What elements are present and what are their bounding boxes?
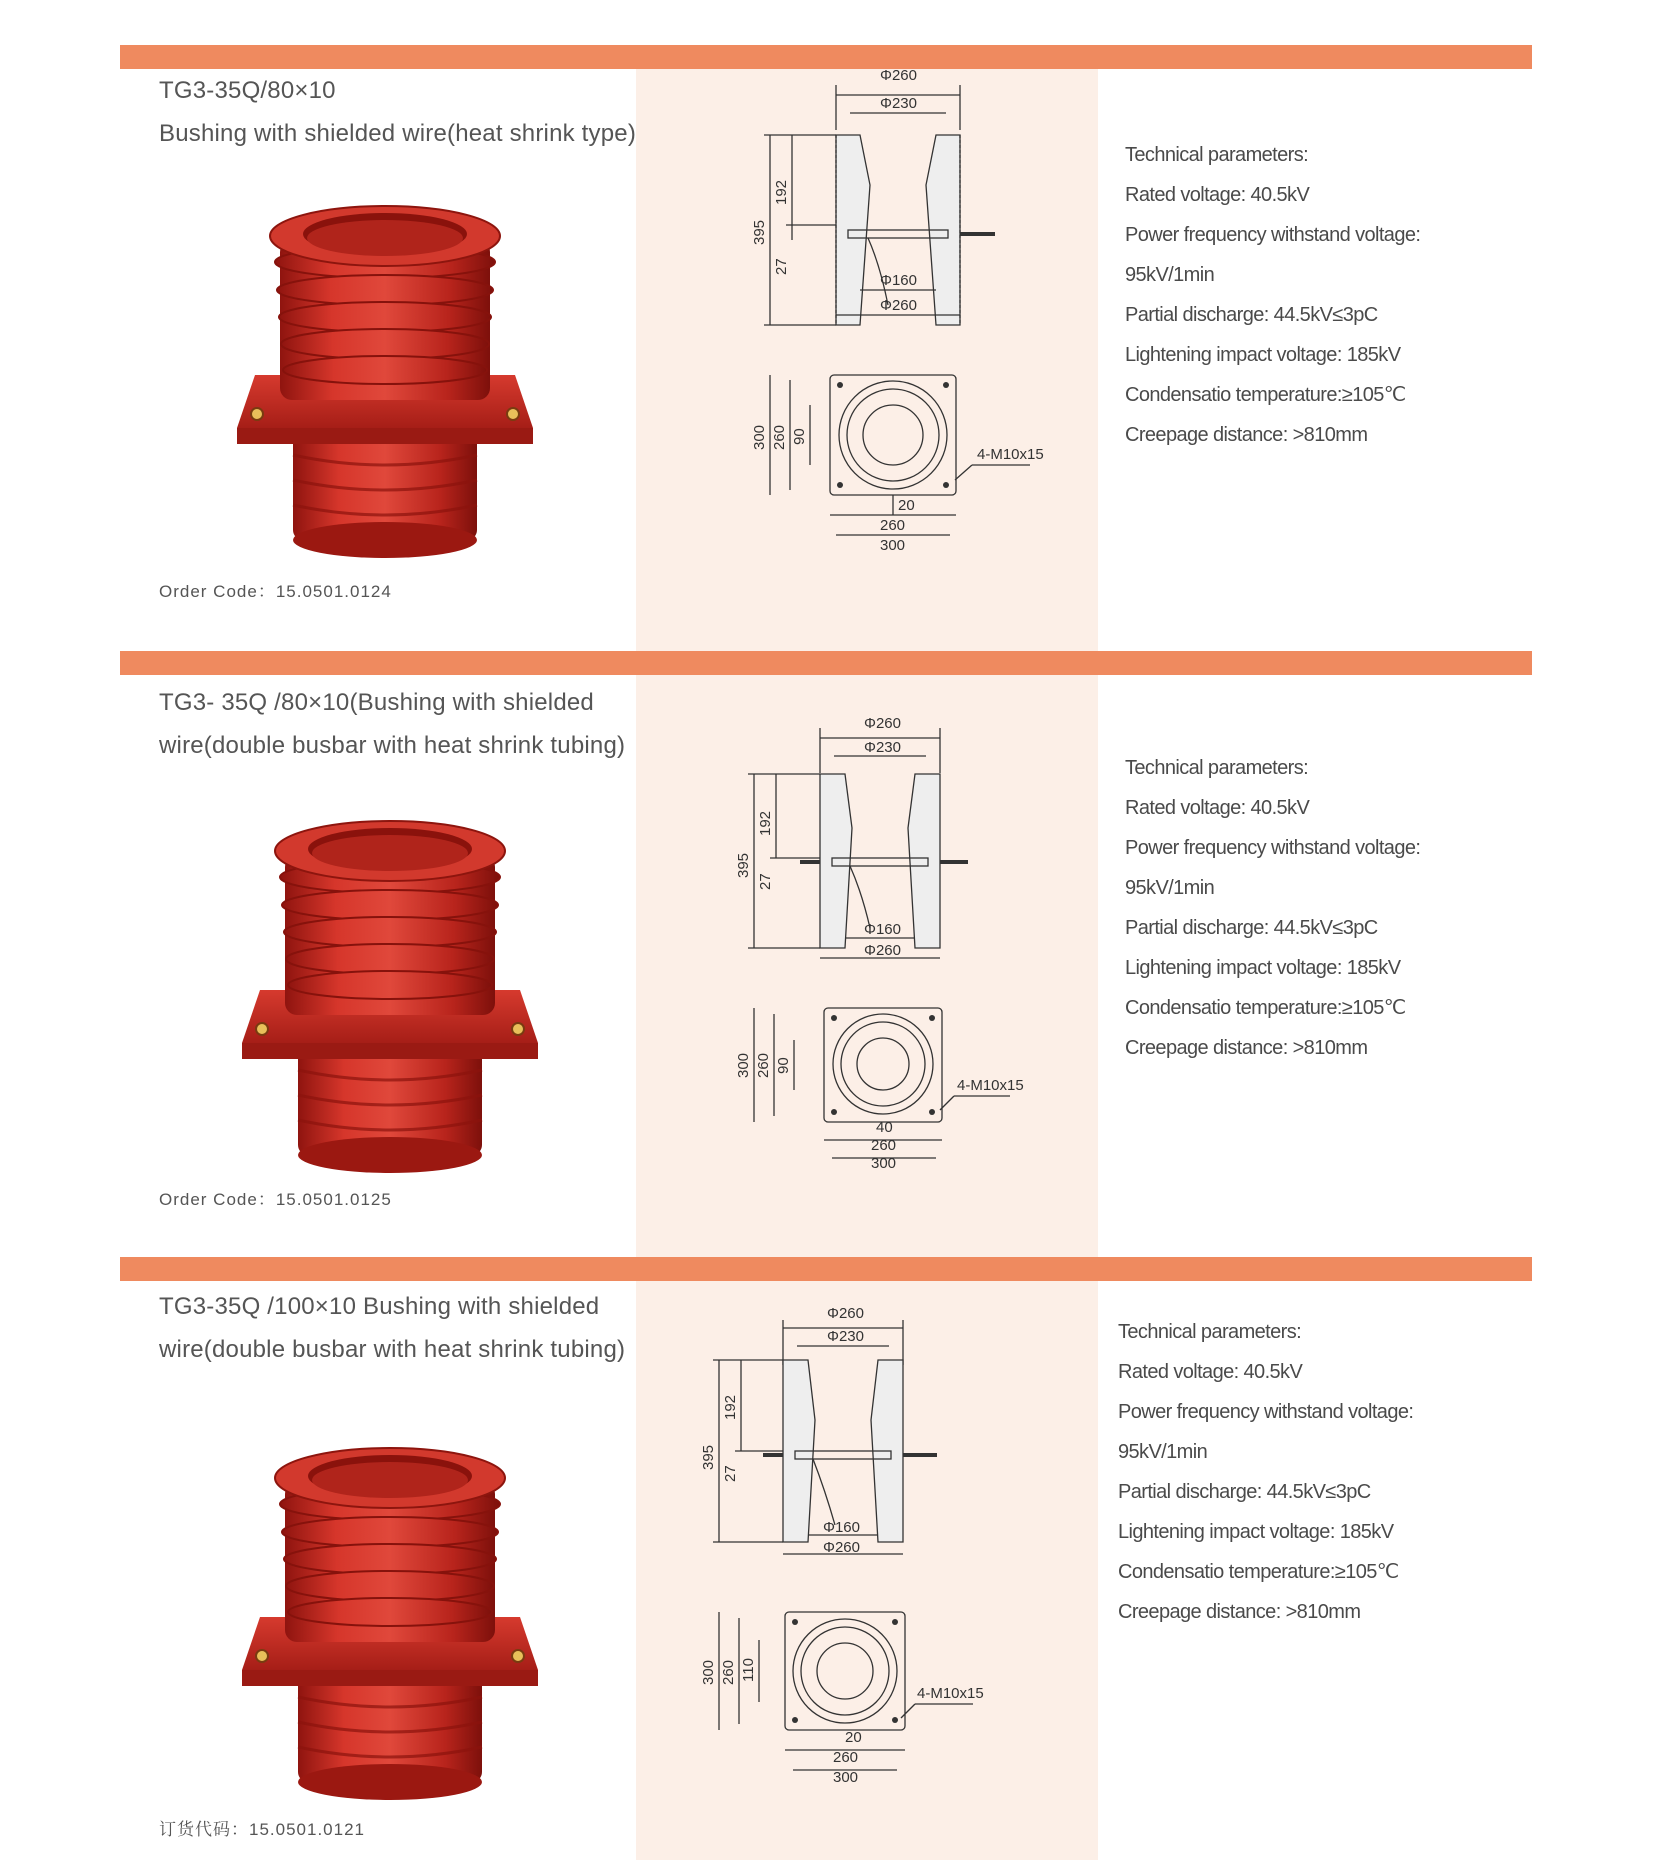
dim-plan-mid: 260 xyxy=(755,1052,772,1078)
dim-bolt: 4-M10x15 xyxy=(957,1077,1024,1094)
title-line: TG3-35Q/80×10 xyxy=(159,77,336,104)
dim-plan-inner: 110 xyxy=(740,1658,757,1682)
order-code: 订货代码：15.0501.0121 xyxy=(159,1820,365,1839)
dim-plan-inner: 90 xyxy=(775,1057,792,1074)
dim-bottom-inner: Φ160 xyxy=(880,272,917,289)
dim-inner-diameter: Φ230 xyxy=(864,739,901,756)
dim-bolt: 4-M10x15 xyxy=(977,446,1044,463)
dim-inner-diameter: Φ230 xyxy=(880,95,917,112)
param-line: Rated voltage: 40.5kV xyxy=(1125,797,1310,819)
dim-bottom-inner: Φ160 xyxy=(864,921,901,938)
param-line: Lightening impact voltage: 185kV xyxy=(1125,344,1401,366)
product-photo xyxy=(235,200,535,560)
dim-plan-b1: 40 xyxy=(876,1119,893,1136)
section-divider-bar xyxy=(120,45,1532,69)
product-photo xyxy=(240,815,540,1175)
dim-plan-b2: 260 xyxy=(833,1749,859,1766)
param-line: Condensatio temperature:≥105℃ xyxy=(1125,997,1406,1019)
dim-upper-height: 192 xyxy=(773,179,790,205)
param-line: Creepage distance: >810mm xyxy=(1125,424,1368,446)
dim-upper-height: 192 xyxy=(722,1394,739,1420)
param-line: Partial discharge: 44.5kV≤3pC xyxy=(1125,304,1378,326)
dim-plan-mid: 260 xyxy=(720,1659,737,1685)
dim-plan-b2: 260 xyxy=(880,517,906,534)
section-divider-bar xyxy=(120,651,1532,675)
param-line: Condensatio temperature:≥105℃ xyxy=(1118,1561,1399,1583)
param-line: Creepage distance: >810mm xyxy=(1118,1601,1361,1623)
dim-plan-inner: 90 xyxy=(791,428,808,445)
title-line: Bushing with shielded wire(heat shrink type) xyxy=(159,120,637,147)
param-line: Technical parameters: xyxy=(1125,757,1309,779)
param-line: Rated voltage: 40.5kV xyxy=(1118,1361,1303,1383)
technical-drawing xyxy=(740,67,1060,625)
dim-plan-outer: 300 xyxy=(735,1052,752,1078)
param-line: Creepage distance: >810mm xyxy=(1125,1037,1368,1059)
param-line: Power frequency withstand voltage: xyxy=(1125,837,1421,859)
dim-mid-height: 27 xyxy=(773,258,790,275)
param-line: 95kV/1min xyxy=(1125,877,1215,899)
dim-plan-b3: 300 xyxy=(871,1155,897,1172)
dim-plan-outer: 300 xyxy=(751,424,768,450)
title-line: TG3-35Q /100×10 Bushing with shielded xyxy=(159,1293,600,1320)
dim-upper-height: 192 xyxy=(757,810,774,836)
dim-bottom-outer: Φ260 xyxy=(864,942,901,959)
param-line: Power frequency withstand voltage: xyxy=(1118,1401,1414,1423)
param-line: Rated voltage: 40.5kV xyxy=(1125,184,1310,206)
dim-bottom-outer: Φ260 xyxy=(880,297,917,314)
product-photo xyxy=(240,1442,540,1802)
dim-bottom-inner: Φ160 xyxy=(823,1519,860,1536)
title-line: wire(double busbar with heat shrink tubing) xyxy=(159,732,626,759)
dim-plan-outer: 300 xyxy=(700,1659,717,1685)
product-title xyxy=(159,681,639,767)
dim-total-height: 395 xyxy=(700,1444,717,1470)
technical-parameters xyxy=(1125,748,1525,1068)
section-divider-bar xyxy=(120,1257,1532,1281)
order-code: Order Code：15.0501.0124 xyxy=(159,582,392,601)
param-line: Technical parameters: xyxy=(1118,1321,1302,1343)
technical-drawing xyxy=(735,715,1060,1238)
param-line: 95kV/1min xyxy=(1125,264,1215,286)
product-title xyxy=(159,1285,639,1371)
param-line: 95kV/1min xyxy=(1118,1441,1208,1463)
dim-mid-height: 27 xyxy=(722,1465,739,1482)
technical-drawing xyxy=(700,1305,1025,1840)
param-line: Lightening impact voltage: 185kV xyxy=(1125,957,1401,979)
dim-plan-b1: 20 xyxy=(898,497,915,514)
dim-plan-b3: 300 xyxy=(880,537,906,554)
dim-total-height: 395 xyxy=(735,852,752,878)
title-line: wire(double busbar with heat shrink tubing) xyxy=(159,1336,626,1363)
technical-parameters xyxy=(1118,1312,1518,1632)
title-line: TG3- 35Q /80×10(Bushing with shielded xyxy=(159,689,594,716)
param-line: Condensatio temperature:≥105℃ xyxy=(1125,384,1406,406)
order-code: Order Code：15.0501.0125 xyxy=(159,1190,392,1209)
dim-top-diameter: Φ260 xyxy=(880,67,917,84)
param-line: Partial discharge: 44.5kV≤3pC xyxy=(1118,1481,1371,1503)
param-line: Technical parameters: xyxy=(1125,144,1309,166)
technical-parameters xyxy=(1125,135,1525,455)
param-line: Power frequency withstand voltage: xyxy=(1125,224,1421,246)
param-line: Lightening impact voltage: 185kV xyxy=(1118,1521,1394,1543)
dim-mid-height: 27 xyxy=(757,873,774,890)
dim-inner-diameter: Φ230 xyxy=(827,1328,864,1345)
product-title xyxy=(159,69,639,155)
dim-bolt: 4-M10x15 xyxy=(917,1685,984,1702)
dim-top-diameter: Φ260 xyxy=(827,1305,864,1322)
dim-plan-b1: 20 xyxy=(845,1729,862,1746)
dim-top-diameter: Φ260 xyxy=(864,715,901,732)
dim-plan-b2: 260 xyxy=(871,1137,897,1154)
dim-bottom-outer: Φ260 xyxy=(823,1539,860,1556)
dim-plan-b3: 300 xyxy=(833,1769,859,1786)
dim-total-height: 395 xyxy=(751,219,768,245)
param-line: Partial discharge: 44.5kV≤3pC xyxy=(1125,917,1378,939)
dim-plan-mid: 260 xyxy=(771,424,788,450)
